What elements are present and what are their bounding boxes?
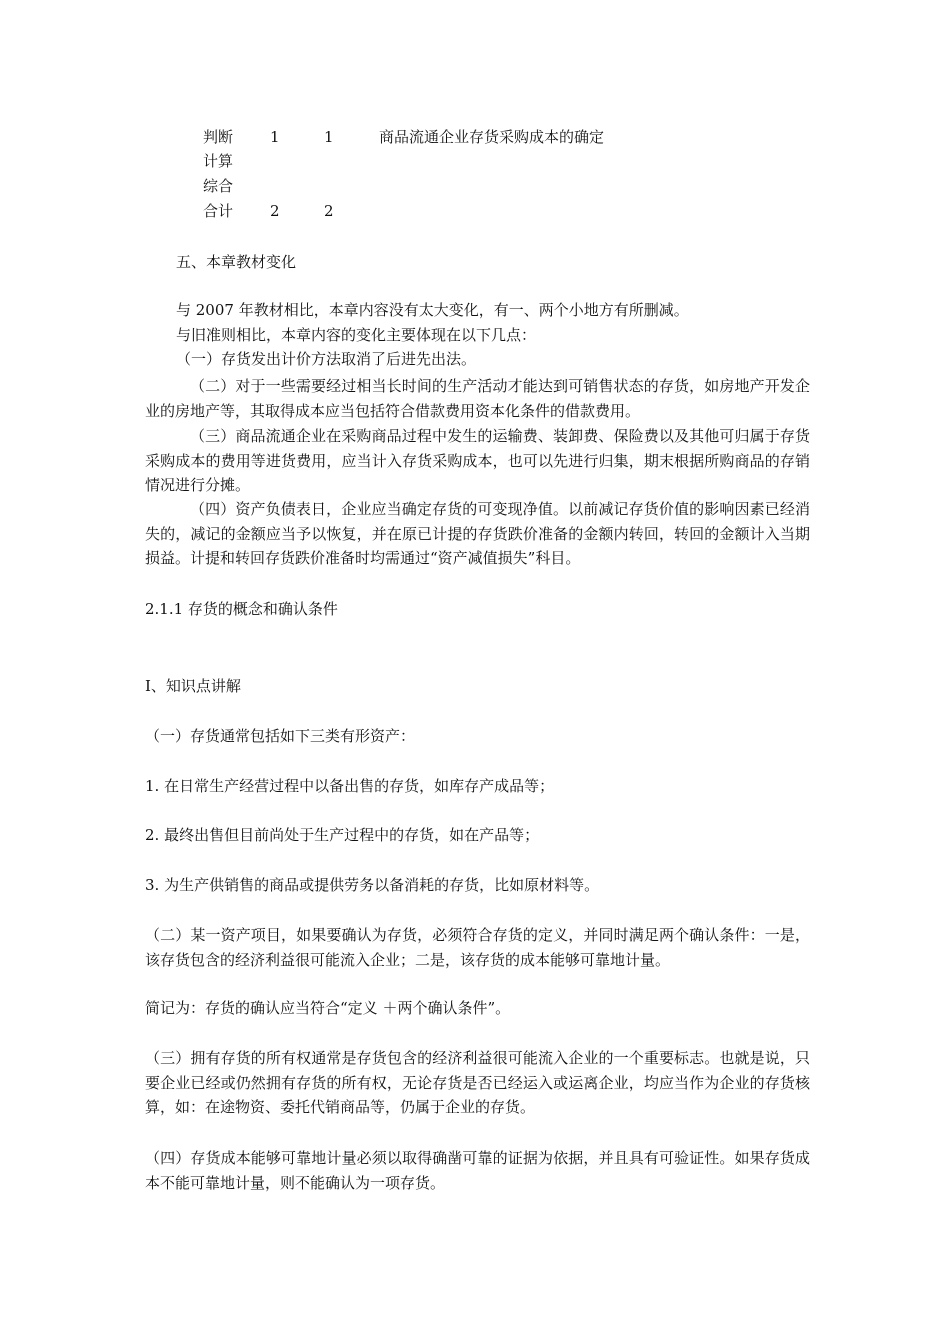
- list-item: （二）对于一些需要经过相当长时间的生产活动才能达到可销售状态的存货，如房地产开发企业的房地产等，其取得成本应当包括符合借款费用资本化条件的借款费用。: [145, 377, 810, 420]
- section-heading: 五、本章教材变化: [176, 253, 297, 271]
- paragraph: （一）存货通常包括如下三类有形资产：: [145, 727, 416, 745]
- row-note: 商品流通企业存货采购成本的确定: [379, 128, 605, 146]
- row-count-b: 2: [324, 202, 334, 220]
- paragraph: 与 2007 年教材相比，本章内容没有太大变化，有一、两个小地方有所删减。: [176, 301, 689, 319]
- row-count-b: 1: [324, 128, 334, 146]
- paragraph: （二）某一资产项目，如果要确认为存货，必须符合存货的定义，并同时满足两个确认条件：一是，该存货包含的经济利益很可能流入企业；二是，该存货的成本能够可靠地计量。: [145, 926, 810, 969]
- list-item: （四）资产负债表日，企业应当确定存货的可变现净值。以前减记存货价值的影响因素已经消失的，减记的金额应当予以恢复，并在原已计提的存货跌价准备的金额内转回，转回的金额计入当期损益。计提和转回存货跌价准备时均需通过“资产减值损失”科目。: [145, 500, 810, 567]
- list-item: （三）商品流通企业在采购商品过程中发生的运输费、装卸费、保险费以及其他可归属于存货采购成本的费用等进货费用，应当计入存货采购成本，也可以先进行归集，期末根据所购商品的存销情况进行分摊。: [145, 427, 810, 494]
- paragraph: 简记为：存货的确认应当符合“定义 ＋两个确认条件”。: [145, 999, 511, 1017]
- subsection-heading: 2.1.1 存货的概念和确认条件: [145, 600, 338, 618]
- row-count-a: 1: [270, 128, 280, 146]
- list-item: 3. 为生产供销售的商品或提供劳务以备消耗的存货，比如原材料等。: [145, 876, 600, 894]
- row-type: 合计: [203, 202, 234, 220]
- knowledge-heading: Ⅰ、知识点讲解: [145, 677, 241, 695]
- list-item: 2. 最终出售但目前尚处于生产过程中的存货，如在产品等；: [145, 826, 540, 844]
- row-type: 判断: [203, 128, 234, 146]
- row-type: 计算: [203, 152, 234, 170]
- list-item: 1. 在日常生产经营过程中以备出售的存货，如库存产成品等；: [145, 777, 555, 795]
- list-item: （一）存货发出计价方法取消了后进先出法。: [176, 350, 477, 368]
- paragraph: （四）存货成本能够可靠地计量必须以取得确凿可靠的证据为依据，并且具有可验证性。如果存货成本不能可靠地计量，则不能确认为一项存货。: [145, 1149, 810, 1192]
- paragraph: （三）拥有存货的所有权通常是存货包含的经济利益很可能流入企业的一个重要标志。也就是说，只要企业已经或仍然拥有存货的所有权，无论存货是否已经运入或运离企业，均应当作为企业的存货核算，如：在途物资、委托代销商品等，仍属于企业的存货。: [145, 1049, 810, 1116]
- row-type: 综合: [203, 177, 234, 195]
- row-count-a: 2: [270, 202, 280, 220]
- paragraph: 与旧准则相比，本章内容的变化主要体现在以下几点：: [176, 326, 537, 344]
